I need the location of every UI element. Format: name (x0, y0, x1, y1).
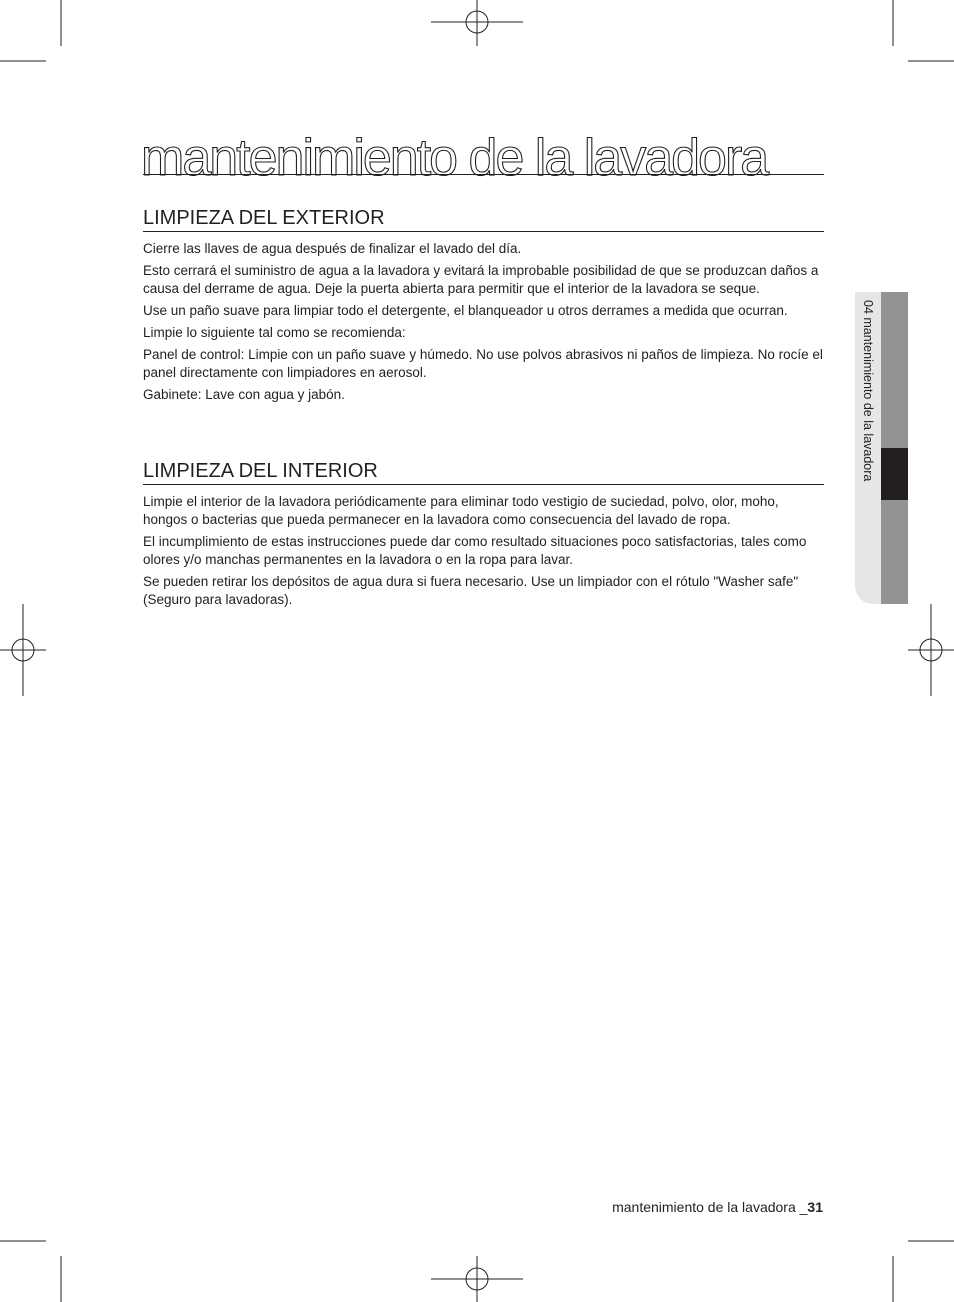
section-heading: LIMPIEZA DEL EXTERIOR (143, 206, 824, 232)
registration-mark-top (431, 0, 523, 46)
paragraph: Limpie lo siguiente tal como se recomienda: (143, 325, 406, 340)
page-title: mantenimiento de la lavadora (141, 129, 768, 187)
section-heading: LIMPIEZA DEL INTERIOR (143, 459, 824, 485)
paragraph: Se pueden retirar los depósitos de agua dura si fuera necesario. Use un limpiador con el rótulo "Washer safe" (Seguro para lavadoras). (143, 574, 799, 607)
section-interior-cleaning (143, 459, 824, 613)
paragraph: Limpie el interior de la lavadora periódicamente para eliminar todo vestigio de suciedad, polvo, olor, moho, hongos o bacterias que pueda permanecer en la lavadora como consecuencia del lavado de ropa. (143, 494, 779, 527)
page-number: 31 (807, 1199, 823, 1215)
registration-mark-bottom (431, 1256, 523, 1302)
paragraph: Use un paño suave para limpiar todo el detergente, el blanqueador u otros derrames a medida que ocurran. (143, 303, 788, 318)
paragraph: Gabinete: Lave con agua y jabón. (143, 387, 345, 402)
registration-mark-left (0, 604, 46, 696)
page-footer (612, 1198, 823, 1216)
paragraph: Panel de control: Limpie con un paño suave y húmedo. No use polvos abrasivos ni paños de limpieza. No rocíe el panel directamente con limpiadores en aerosol. (143, 347, 823, 380)
section-exterior-cleaning (143, 206, 824, 408)
paragraph: Cierre las llaves de agua después de finalizar el lavado del día. (143, 241, 522, 256)
chapter-tab-marker (881, 448, 908, 500)
registration-mark-right (908, 604, 954, 696)
chapter-tab (855, 292, 908, 604)
chapter-tab-label: 04 mantenimiento de la lavadora (861, 300, 875, 482)
paragraph: El incumplimiento de estas instrucciones puede dar como resultado situaciones poco satisfactorias, tales como olores y/o manchas permanentes en la lavadora o en la ropa para lavar. (143, 534, 807, 567)
page-title-rule (141, 122, 824, 187)
paragraph: Esto cerrará el suministro de agua a la lavadora y evitará la improbable posibilidad de que se produzcan daños a causa del derrame de agua. Deje la puerta abierta para permitir que el interior de la lavadora se seque. (143, 263, 819, 296)
footer-text: mantenimiento de la lavadora _ (612, 1199, 808, 1215)
